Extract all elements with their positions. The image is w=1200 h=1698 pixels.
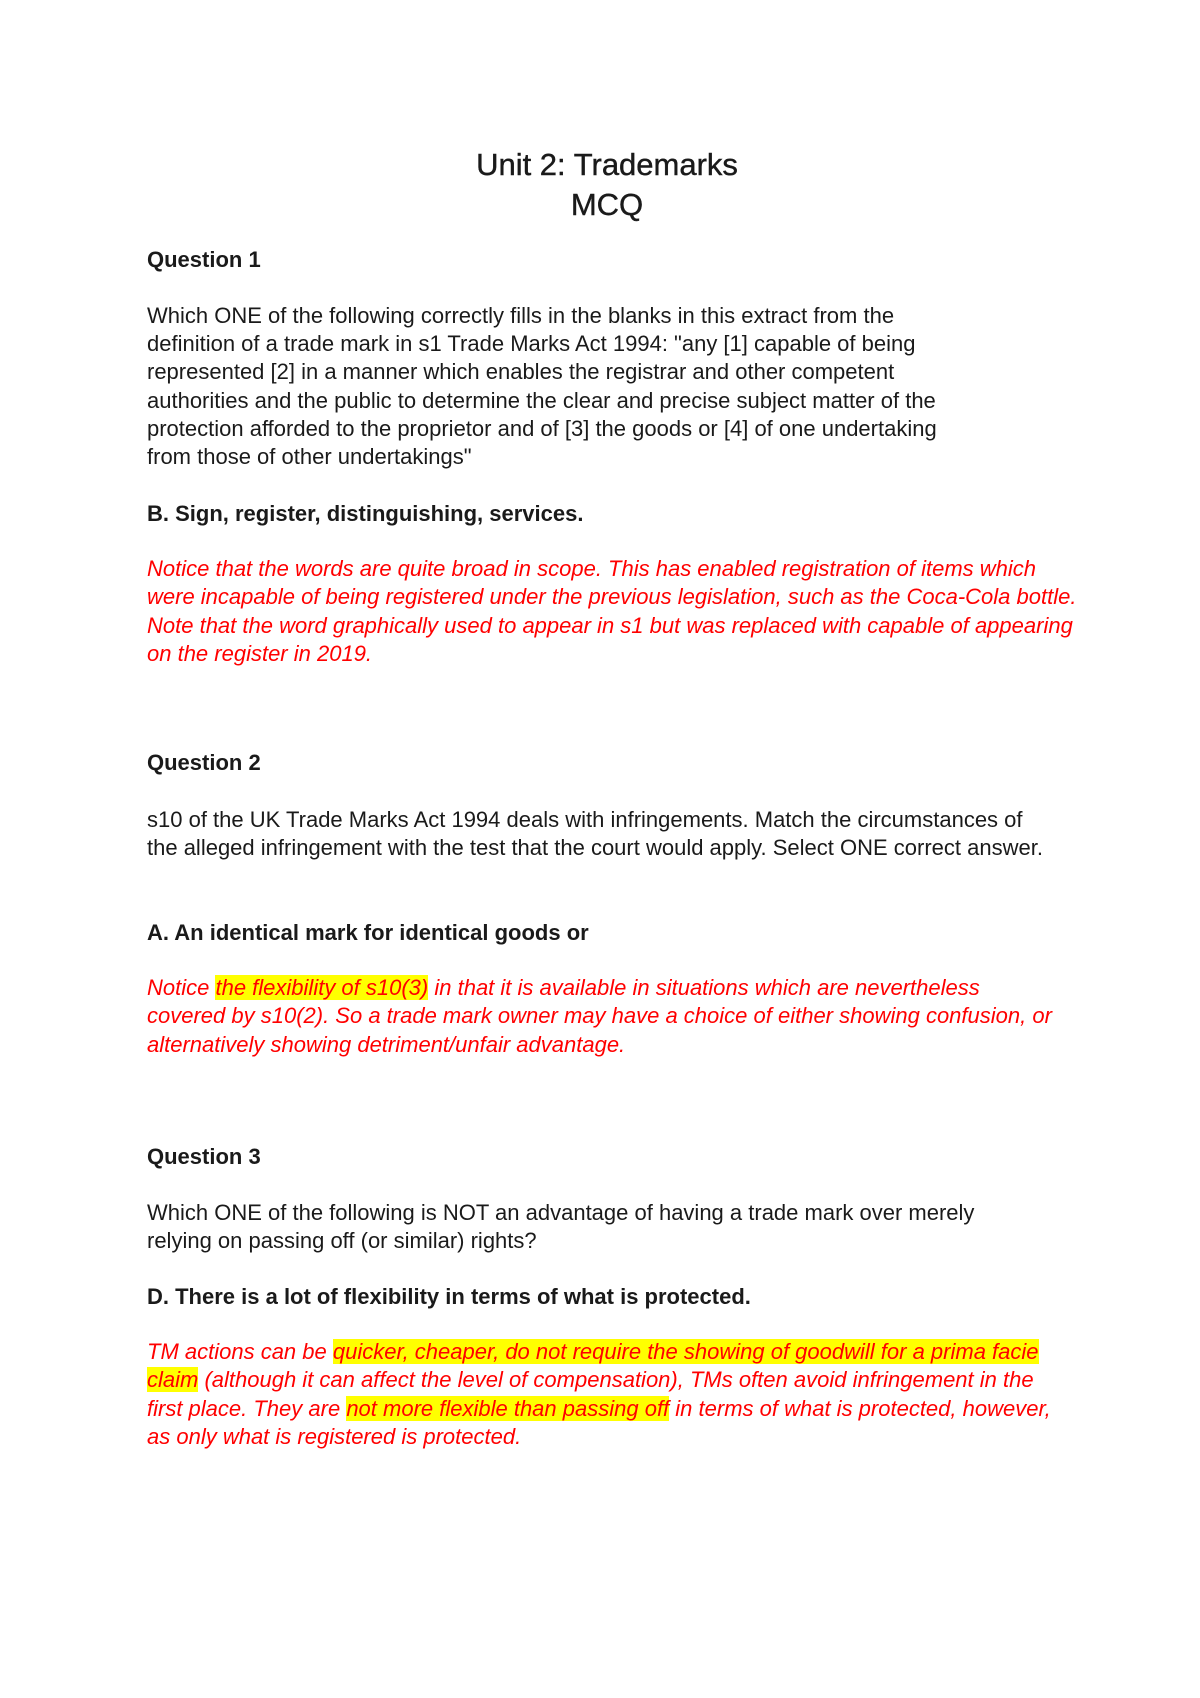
question-3-note-block [147,1338,1072,1452]
title-line-1: Unit 2: Trademarks [476,147,738,182]
question-3-answer-block [147,1283,1067,1311]
question-3-body [147,1199,1007,1255]
question-2-note-highlight-1: the flexibility of s10(3) [215,975,429,1000]
document-title [147,145,1067,225]
question-1-answer-block [147,500,1067,528]
question-3-note-part-2: (although it can affect the level of compensation), TMs often avoid infringement in the first place. They are [147,1367,1034,1421]
question-2 [147,749,1067,777]
question-2-text: s10 of the UK Trade Marks Act 1994 deals with infringements. Match the circumstances of the alleged infringement with the test that the court would apply. Select ONE correct answer. [147,807,1043,861]
question-3-heading: Question 3 [147,1144,261,1169]
question-1-note-block [147,555,1077,669]
question-3-note-highlight-1: quicker, cheaper, do not require the showing of goodwill for a prima facie claim [147,1339,1039,1393]
question-1-answer: B. Sign, register, distinguishing, services. [147,501,584,526]
question-2-heading: Question 2 [147,750,261,775]
question-2-note-part-1: Notice [147,975,216,1000]
question-2-answer-block [147,919,1067,947]
question-3-note-part-3: in terms of what is protected, however, as only what is registered is protected. [147,1395,1051,1450]
question-2-answer: A. An identical mark for identical goods or [147,920,589,945]
question-3-text: Which ONE of the following is NOT an advantage of having a trade mark over merely relying on passing off (or similar) rights? [147,1200,975,1254]
question-1-heading: Question 1 [147,247,261,272]
question-1-body [147,302,977,471]
question-2-note-part-2: in that it is available in situations which are nevertheless covered by s10(2). So a trade mark owner may have a choice of either showing confusion, or alternatively showing detriment/unfair advantage. [147,975,1052,1057]
question-3-note-highlight-2: not more flexible than passing off [346,1395,670,1421]
question-3-note [147,1338,1072,1452]
question-2-body [147,806,1047,862]
question-1-text: Which ONE of the following correctly fills in the blanks in this extract from the definition of a trade mark in s1 Trade Marks Act 1994: "any [1] capable of being represented [2] in a manner which enables the registrar and other competent authorities and the public to determine the clear and precise subject matter of the protection afforded to the proprietor and of [3] the goods or [4] of one undertaking from those of other undertakings" [147,303,937,470]
question-1 [147,246,1067,274]
question-2-note [147,974,1062,1059]
question-3 [147,1143,1067,1171]
question-1-note: Notice that the words are quite broad in scope. This has enabled registration of items which were incapable of being registered under the previous legislation, such as the Coca-Cola bottle. Note that the word graphically used to appear in s1 but was replaced with capable of appearing on the register in 2019. [147,556,1077,667]
question-3-note-part-1: TM actions can be [147,1339,333,1364]
question-3-answer: D. There is a lot of flexibility in terms of what is protected. [147,1284,751,1309]
title-line-2: MCQ [570,187,644,222]
question-2-note-block [147,974,1062,1059]
